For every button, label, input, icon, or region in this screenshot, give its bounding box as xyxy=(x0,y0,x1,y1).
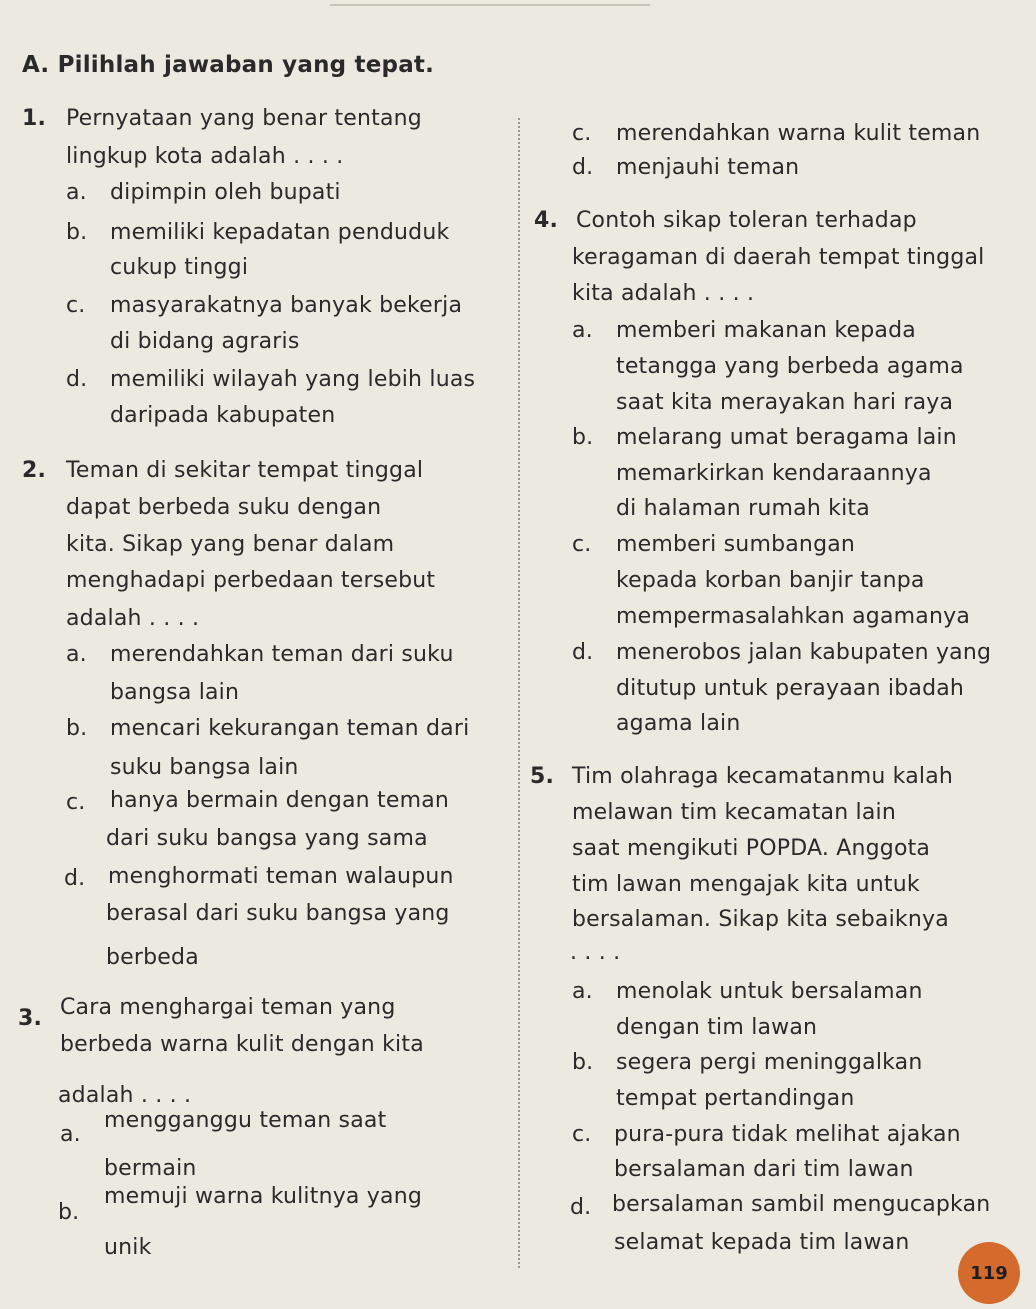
option-text: berasal dari suku bangsa yang xyxy=(106,901,450,926)
option-text: suku bangsa lain xyxy=(110,755,299,780)
question-stem-line: keragaman di daerah tempat tinggal xyxy=(572,245,985,270)
option-text: agama lain xyxy=(616,711,741,736)
question-number: 3. xyxy=(18,1006,43,1031)
question-number: 4. xyxy=(534,208,559,233)
option-letter: c. xyxy=(572,1122,592,1147)
option-letter: d. xyxy=(64,866,86,891)
option-letter: a. xyxy=(66,180,87,205)
option-text: menghormati teman walaupun xyxy=(108,864,454,889)
option-letter: c. xyxy=(66,790,86,815)
option-text: memberi sumbangan xyxy=(616,532,856,557)
option-letter: a. xyxy=(572,318,593,343)
option-text: di bidang agraris xyxy=(110,329,300,354)
option-text: di halaman rumah kita xyxy=(616,496,870,521)
page-number-badge: 119 xyxy=(958,1242,1020,1304)
option-text: menerobos jalan kabupaten yang xyxy=(616,640,992,665)
option-text: dari suku bangsa yang sama xyxy=(106,826,428,851)
option-text: mempermasalahkan agamanya xyxy=(616,604,971,629)
option-text: memiliki kepadatan penduduk xyxy=(110,220,450,245)
question-stem-line: kita adalah . . . . xyxy=(572,281,755,306)
option-letter: b. xyxy=(58,1200,80,1225)
option-text: tempat pertandingan xyxy=(616,1086,855,1111)
option-letter: c. xyxy=(66,293,86,318)
question-stem-line: . . . . xyxy=(570,940,621,965)
column-divider xyxy=(518,118,520,1268)
option-text: menolak untuk bersalaman xyxy=(616,979,923,1004)
question-stem-line: Teman di sekitar tempat tinggal xyxy=(66,458,424,483)
option-text: kepada korban banjir tanpa xyxy=(616,568,925,593)
question-stem-line: menghadapi perbedaan tersebut xyxy=(66,568,436,593)
question-stem-line: dapat berbeda suku dengan xyxy=(66,495,382,520)
option-text: berbeda xyxy=(106,945,199,970)
option-letter: a. xyxy=(572,979,593,1004)
question-stem-line: berbeda warna kulit dengan kita xyxy=(60,1032,424,1057)
question-stem-line: bersalaman. Sikap kita sebaiknya xyxy=(572,907,949,932)
option-letter: b. xyxy=(572,1050,594,1075)
option-text: melarang umat beragama lain xyxy=(616,425,957,450)
question-stem-line: adalah . . . . xyxy=(66,606,200,631)
question-number: 5. xyxy=(530,764,555,789)
option-text: bangsa lain xyxy=(110,680,240,705)
option-text: memuji warna kulitnya yang xyxy=(104,1184,423,1209)
question-stem-line: Pernyataan yang benar tentang xyxy=(66,106,422,131)
option-text: selamat kepada tim lawan xyxy=(614,1230,910,1255)
option-letter: d. xyxy=(66,367,88,392)
option-text: merendahkan teman dari suku xyxy=(110,642,454,667)
option-letter: b. xyxy=(66,220,88,245)
option-letter: d. xyxy=(570,1195,592,1220)
option-text: bersalaman sambil mengucapkan xyxy=(612,1192,991,1217)
option-text: menjauhi teman xyxy=(616,155,800,180)
option-text: cukup tinggi xyxy=(110,255,249,280)
option-text: saat kita merayakan hari raya xyxy=(616,390,954,415)
question-stem-line: kita. Sikap yang benar dalam xyxy=(66,532,395,557)
question-number: 2. xyxy=(22,458,47,483)
question-stem-line: tim lawan mengajak kita untuk xyxy=(572,872,920,897)
option-text: unik xyxy=(104,1235,152,1260)
question-stem-line: Contoh sikap toleran terhadap xyxy=(576,208,917,233)
question-stem-line: saat mengikuti POPDA. Anggota xyxy=(572,836,931,861)
page-edge-line xyxy=(330,4,650,6)
section-title: A. Pilihlah jawaban yang tepat. xyxy=(22,52,435,78)
question-stem-line: adalah . . . . xyxy=(58,1083,192,1108)
option-letter: a. xyxy=(66,642,87,667)
option-text: pura-pura tidak melihat ajakan xyxy=(614,1122,961,1147)
option-letter: b. xyxy=(66,716,88,741)
question-stem-line: melawan tim kecamatan lain xyxy=(572,800,897,825)
question-stem-line: Tim olahraga kecamatanmu kalah xyxy=(572,764,954,789)
option-letter: c. xyxy=(572,121,592,146)
option-text: merendahkan warna kulit teman xyxy=(616,121,981,146)
option-text: memberi makanan kepada xyxy=(616,318,916,343)
option-text: dipimpin oleh bupati xyxy=(110,180,341,205)
option-text: memiliki wilayah yang lebih luas xyxy=(110,367,476,392)
option-letter: b. xyxy=(572,425,594,450)
option-letter: c. xyxy=(572,532,592,557)
option-text: bermain xyxy=(104,1156,197,1181)
option-letter: d. xyxy=(572,155,594,180)
option-text: segera pergi meninggalkan xyxy=(616,1050,923,1075)
option-text: bersalaman dari tim lawan xyxy=(614,1157,914,1182)
option-text: dengan tim lawan xyxy=(616,1015,818,1040)
option-letter: a. xyxy=(60,1122,81,1147)
option-letter: d. xyxy=(572,640,594,665)
question-number: 1. xyxy=(22,106,47,131)
option-text: ditutup untuk perayaan ibadah xyxy=(616,676,965,701)
question-stem-line: Cara menghargai teman yang xyxy=(60,995,396,1020)
option-text: masyarakatnya banyak bekerja xyxy=(110,293,463,318)
option-text: tetangga yang berbeda agama xyxy=(616,354,964,379)
option-text: mencari kekurangan teman dari xyxy=(110,716,470,741)
question-stem-line: lingkup kota adalah . . . . xyxy=(66,144,344,169)
option-text: memarkirkan kendaraannya xyxy=(616,461,932,486)
option-text: mengganggu teman saat xyxy=(104,1108,387,1133)
option-text: hanya bermain dengan teman xyxy=(110,788,450,813)
option-text: daripada kabupaten xyxy=(110,403,336,428)
